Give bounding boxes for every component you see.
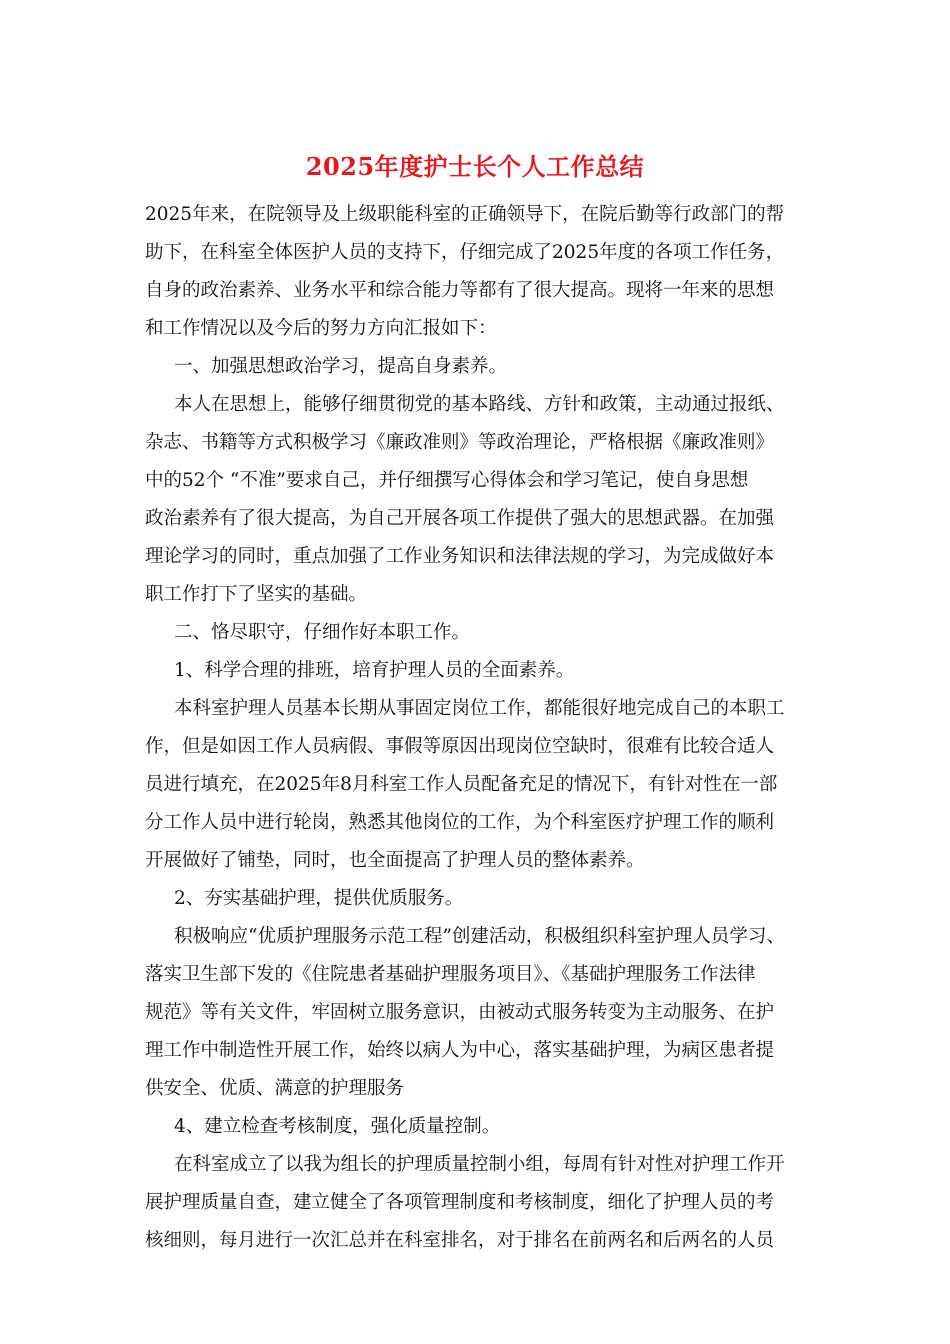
body-line: 理论学习的同时，重点加强了工作业务知识和法律法规的学习，为完成做好本 — [145, 546, 775, 567]
body-line: 政治素养有了很大提高，为自己开展各项工作提供了强大的思想武器。在加强 — [145, 508, 775, 529]
subsection-heading: 1、科学合理的排班，培育护理人员的全面素养。 — [174, 660, 575, 681]
section-heading: 二、恪尽职守，仔细作好本职工作。 — [174, 622, 471, 643]
body-line: 展护理质量自查，建立健全了各项管理制度和考核制度，细化了护理人员的考 — [145, 1192, 775, 1213]
subsection-heading: 2、夯实基础护理，提供优质服务。 — [174, 888, 464, 909]
body-line: 在科室成立了以我为组长的护理质量控制小组，每周有针对性对护理工作开 — [174, 1154, 785, 1175]
body-line: 理工作中制造性开展工作，始终以病人为中心，落实基础护理，为病区患者提 — [145, 1040, 775, 1061]
body-line: 2025年来，在院领导及上级职能科室的正确领导下，在院后勤等行政部门的帮 — [145, 204, 785, 225]
body-line: 本科室护理人员基本长期从事固定岗位工作，都能很好地完成自己的本职工 — [174, 698, 785, 719]
body-line: 员进行填充，在2025年8月科室工作人员配备充足的情况下，有针对性在一部 — [145, 774, 778, 795]
body-line: 助下，在科室全体医护人员的支持下，仔细完成了2025年度的各项工作任务， — [145, 242, 785, 263]
body-line: 落实卫生部下发的《住院患者基础护理服务项目》、《基础护理服务工作法律 — [145, 964, 756, 985]
body-line: 和工作情况以及今后的努力方向汇报如下： — [145, 318, 497, 339]
body-line: 积极响应“优质护理服务示范工程”创建活动，积极组织科室护理人员学习、 — [174, 926, 785, 947]
subsection-heading: 4、建立检查考核制度，强化质量控制。 — [174, 1116, 501, 1137]
body-line: 供安全、优质、满意的护理服务 — [145, 1078, 405, 1099]
body-line: 杂志、书籍等方式积极学习《廉政准则》等政治理论，严格根据《廉政准则》 — [145, 432, 775, 453]
body-line: 作，但是如因工作人员病假、事假等原因出现岗位空缺时，很难有比较合适人 — [145, 736, 775, 757]
body-line: 规范》等有关文件，牢固树立服务意识，由被动式服务转变为主动服务、在护 — [145, 1002, 775, 1023]
body-line: 职工作打下了坚实的基础。 — [145, 584, 368, 605]
body-line: 核细则，每月进行一次汇总并在科室排名，对于排名在前两名和后两名的人员 — [145, 1230, 775, 1251]
document-title: 2025年度护士长个人工作总结 — [305, 152, 645, 181]
section-heading: 一、加强思想政治学习，提高自身素养。 — [174, 356, 508, 377]
body-line: 开展做好了铺垫，同时，也全面提高了护理人员的整体素养。 — [145, 850, 645, 871]
body-line: 中的52个 “不准”要求自己，并仔细撰写心得体会和学习笔记，使自身思想 — [145, 470, 749, 491]
body-line: 分工作人员中进行轮岗，熟悉其他岗位的工作，为个科室医疗护理工作的顺利 — [145, 812, 775, 833]
body-line: 本人在思想上，能够仔细贯彻党的基本路线、方针和政策，主动通过报纸、 — [174, 394, 785, 415]
body-line: 自身的政治素养、业务水平和综合能力等都有了很大提高。现将一年来的思想 — [145, 280, 775, 301]
